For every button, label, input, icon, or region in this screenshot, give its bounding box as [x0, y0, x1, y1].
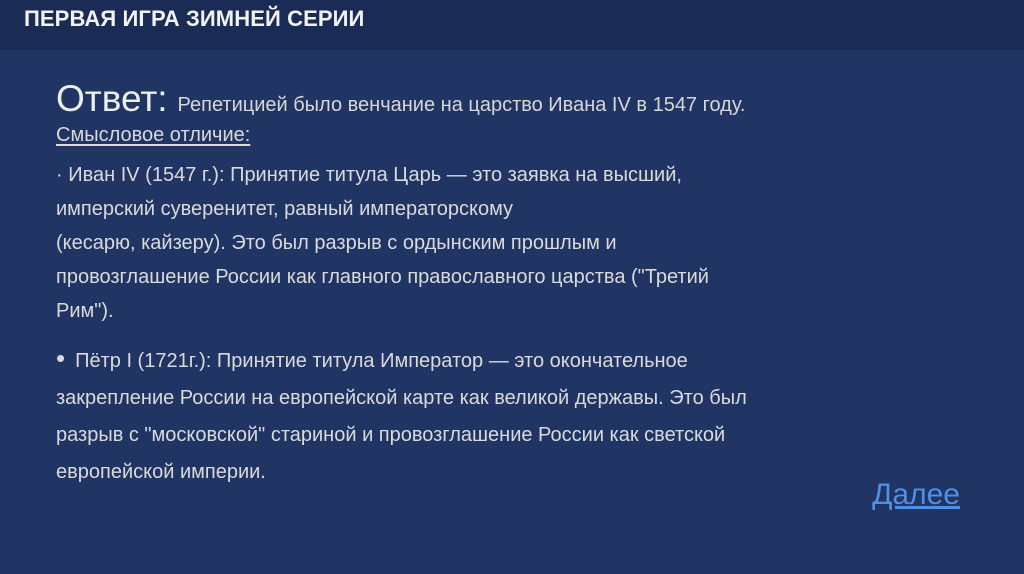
answer-text: Репетицией было венчание на царство Ивана IV в 1547 году.	[177, 94, 746, 116]
peter-bullet-line: закрепление России на европейской карте как великой державы. Это был	[56, 387, 747, 409]
ivan-bullet-line: провозглашение России как главного православного царства ("Третий	[56, 266, 709, 288]
peter-bullet-line: европейской империи.	[56, 461, 266, 483]
peter-bullet	[56, 343, 956, 491]
difference-label: Смысловое отличие:	[56, 124, 251, 146]
ivan-bullet	[56, 158, 956, 328]
ivan-bullet-line: · Иван IV (1547 г.): Принятие титула Царь — это заявка на высший,	[56, 164, 682, 186]
ivan-bullet-line: (кесарю, кайзеру). Это был разрыв с ордынским прошлым и	[56, 232, 617, 254]
next-link[interactable]: Далее	[872, 478, 960, 511]
title-bar	[0, 0, 1024, 50]
ivan-bullet-line: Рим").	[56, 300, 114, 322]
peter-bullet-line: разрыв с "московской" стариной и провозглашение России как светской	[56, 424, 726, 446]
peter-bullet-line: Пётр I (1721г.): Принятие титула Император — это окончательное	[75, 350, 688, 372]
bullet-marker: •	[56, 342, 66, 373]
ivan-bullet-line: имперский суверенитет, равный императорскому	[56, 198, 514, 220]
answer-label: Ответ:	[56, 78, 168, 119]
answer-line	[56, 78, 745, 120]
peter-bullet-first-line	[56, 343, 956, 380]
slide-title: ПЕРВАЯ ИГРА ЗИМНЕЙ СЕРИИ	[24, 6, 365, 31]
